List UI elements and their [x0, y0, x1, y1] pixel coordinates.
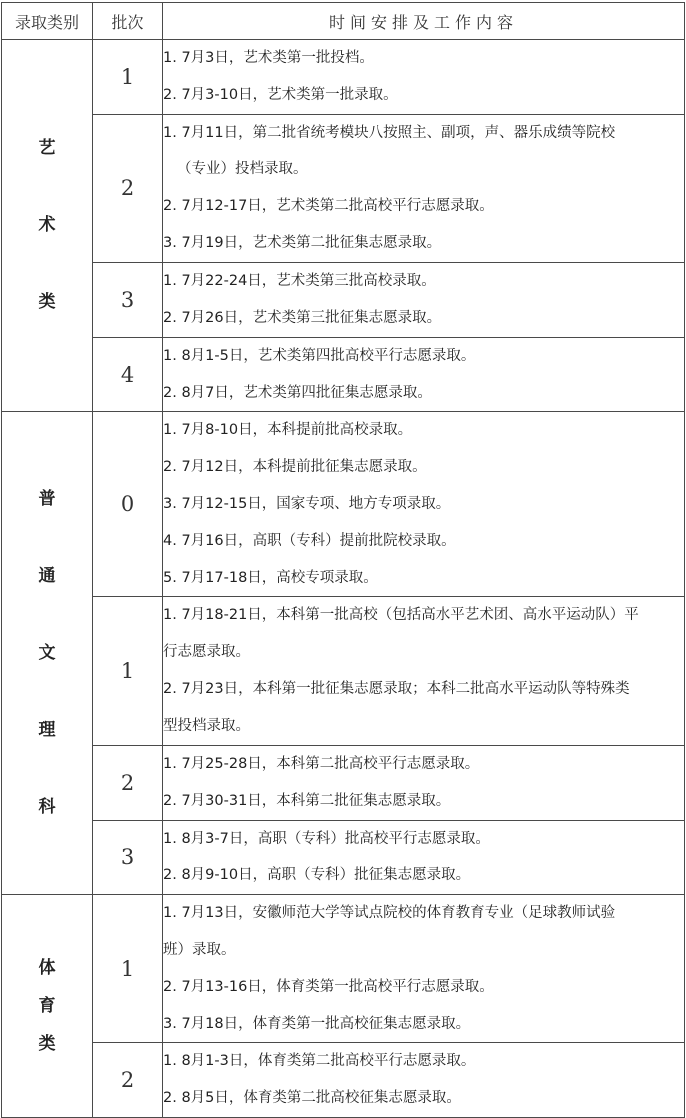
schedule-line: 5. 7月17-18日，高校专项录取。	[163, 569, 378, 586]
schedule-line: 2. 7月3-10日，艺术类第一批录取。	[163, 86, 398, 103]
category-char: 科	[38, 796, 56, 817]
category-char: 育	[38, 996, 56, 1017]
batch-number: 4	[93, 337, 163, 412]
schedule-line: 2. 7月12日，本科提前批征集志愿录取。	[163, 459, 427, 476]
schedule-content	[163, 597, 685, 745]
schedule-line: 2. 8月5日，体育类第二批高校征集志愿录取。	[163, 1090, 461, 1107]
schedule-content	[163, 895, 685, 1043]
schedule-line: 1. 8月1-3日，体育类第二批高校平行志愿录取。	[163, 1053, 476, 1070]
schedule-line: 2. 7月12-17日，艺术类第二批高校平行志愿录取。	[163, 198, 494, 215]
schedule-content	[163, 40, 685, 115]
schedule-line: 1. 8月1-5日，艺术类第四批高校平行志愿录取。	[163, 347, 476, 364]
category-char: 术	[38, 215, 56, 236]
category-char: 通	[38, 565, 56, 586]
category-char: 文	[38, 642, 56, 663]
schedule-content	[163, 337, 685, 412]
batch-number: 2	[93, 745, 163, 820]
schedule-line: 3. 7月19日，艺术类第二批征集志愿录取。	[163, 234, 442, 251]
batch-number: 1	[93, 895, 163, 1043]
category-char: 体	[38, 958, 56, 979]
schedule-body	[2, 40, 685, 1118]
category-char: 类	[38, 292, 56, 313]
schedule-line: 1. 7月25-28日，本科第二批高校平行志愿录取。	[163, 755, 480, 772]
schedule-line: 1. 7月11日，第二批省统考模块八按照主、副项，声、器乐成绩等院校	[163, 124, 616, 141]
schedule-line: 2. 7月26日，艺术类第三批征集志愿录取。	[163, 309, 442, 326]
schedule-line: 行志愿录取。	[163, 644, 250, 661]
schedule-line: 1. 7月22-24日，艺术类第三批高校录取。	[163, 272, 436, 289]
schedule-line: 3. 7月18日，体育类第一批高校征集志愿录取。	[163, 1015, 471, 1032]
table-row	[2, 412, 685, 597]
batch-number: 2	[93, 1043, 163, 1118]
schedule-content	[163, 114, 685, 262]
header-category: 录取类别	[2, 3, 93, 40]
header-batch: 批次	[93, 3, 163, 40]
schedule-line: 2. 8月7日，艺术类第四批征集志愿录取。	[163, 384, 432, 401]
header-row	[2, 3, 685, 40]
batch-number: 3	[93, 820, 163, 895]
schedule-content	[163, 745, 685, 820]
table-row	[2, 1043, 685, 1118]
table-row	[2, 597, 685, 745]
schedule-content	[163, 1043, 685, 1118]
schedule-line: 2. 7月13-16日，体育类第一批高校平行志愿录取。	[163, 978, 494, 995]
table-row	[2, 895, 685, 1043]
schedule-line: 1. 7月8-10日，本科提前批高校录取。	[163, 422, 413, 439]
batch-number: 1	[93, 40, 163, 115]
schedule-content	[163, 262, 685, 337]
table-row	[2, 40, 685, 115]
table-row	[2, 337, 685, 412]
table-row	[2, 745, 685, 820]
category-general	[2, 412, 93, 895]
schedule-line: 2. 7月30-31日，本科第二批征集志愿录取。	[163, 792, 451, 809]
category-char: 理	[38, 719, 56, 740]
schedule-line: 班）录取。	[163, 941, 236, 958]
schedule-line: 3. 7月12-15日，国家专项、地方专项录取。	[163, 495, 451, 512]
schedule-line: 1. 7月18-21日，本科第一批高校（包括高水平艺术团、高水平运动队）平	[163, 607, 639, 624]
table-row	[2, 114, 685, 262]
batch-number: 0	[93, 412, 163, 597]
batch-number: 3	[93, 262, 163, 337]
batch-number: 1	[93, 597, 163, 745]
schedule-line: 1. 8月3-7日，高职（专科）批高校平行志愿录取。	[163, 830, 490, 847]
admission-schedule-table	[1, 2, 685, 1118]
schedule-line: （专业）投档录取。	[177, 161, 308, 178]
schedule-line: 1. 7月3日，艺术类第一批投档。	[163, 50, 374, 66]
category-char: 类	[38, 1034, 56, 1055]
schedule-line: 1. 7月13日，安徽师范大学等试点院校的体育教育专业（足球教师试验	[163, 905, 616, 922]
schedule-line: 2. 7月23日，本科第一批征集志愿录取；本科二批高水平运动队等特殊类	[163, 680, 630, 697]
batch-number: 2	[93, 114, 163, 262]
category-char: 艺	[38, 138, 56, 159]
schedule-line: 2. 8月9-10日，高职（专科）批征集志愿录取。	[163, 867, 471, 884]
schedule-content	[163, 820, 685, 895]
category-char: 普	[38, 488, 56, 509]
table-row	[2, 820, 685, 895]
schedule-line: 4. 7月16日，高职（专科）提前批院校录取。	[163, 532, 456, 549]
table-row	[2, 262, 685, 337]
category-art	[2, 40, 93, 412]
header-content: 时间安排及工作内容	[163, 3, 685, 40]
category-sports	[2, 895, 93, 1118]
schedule-line: 型投档录取。	[163, 717, 250, 734]
schedule-content	[163, 412, 685, 597]
